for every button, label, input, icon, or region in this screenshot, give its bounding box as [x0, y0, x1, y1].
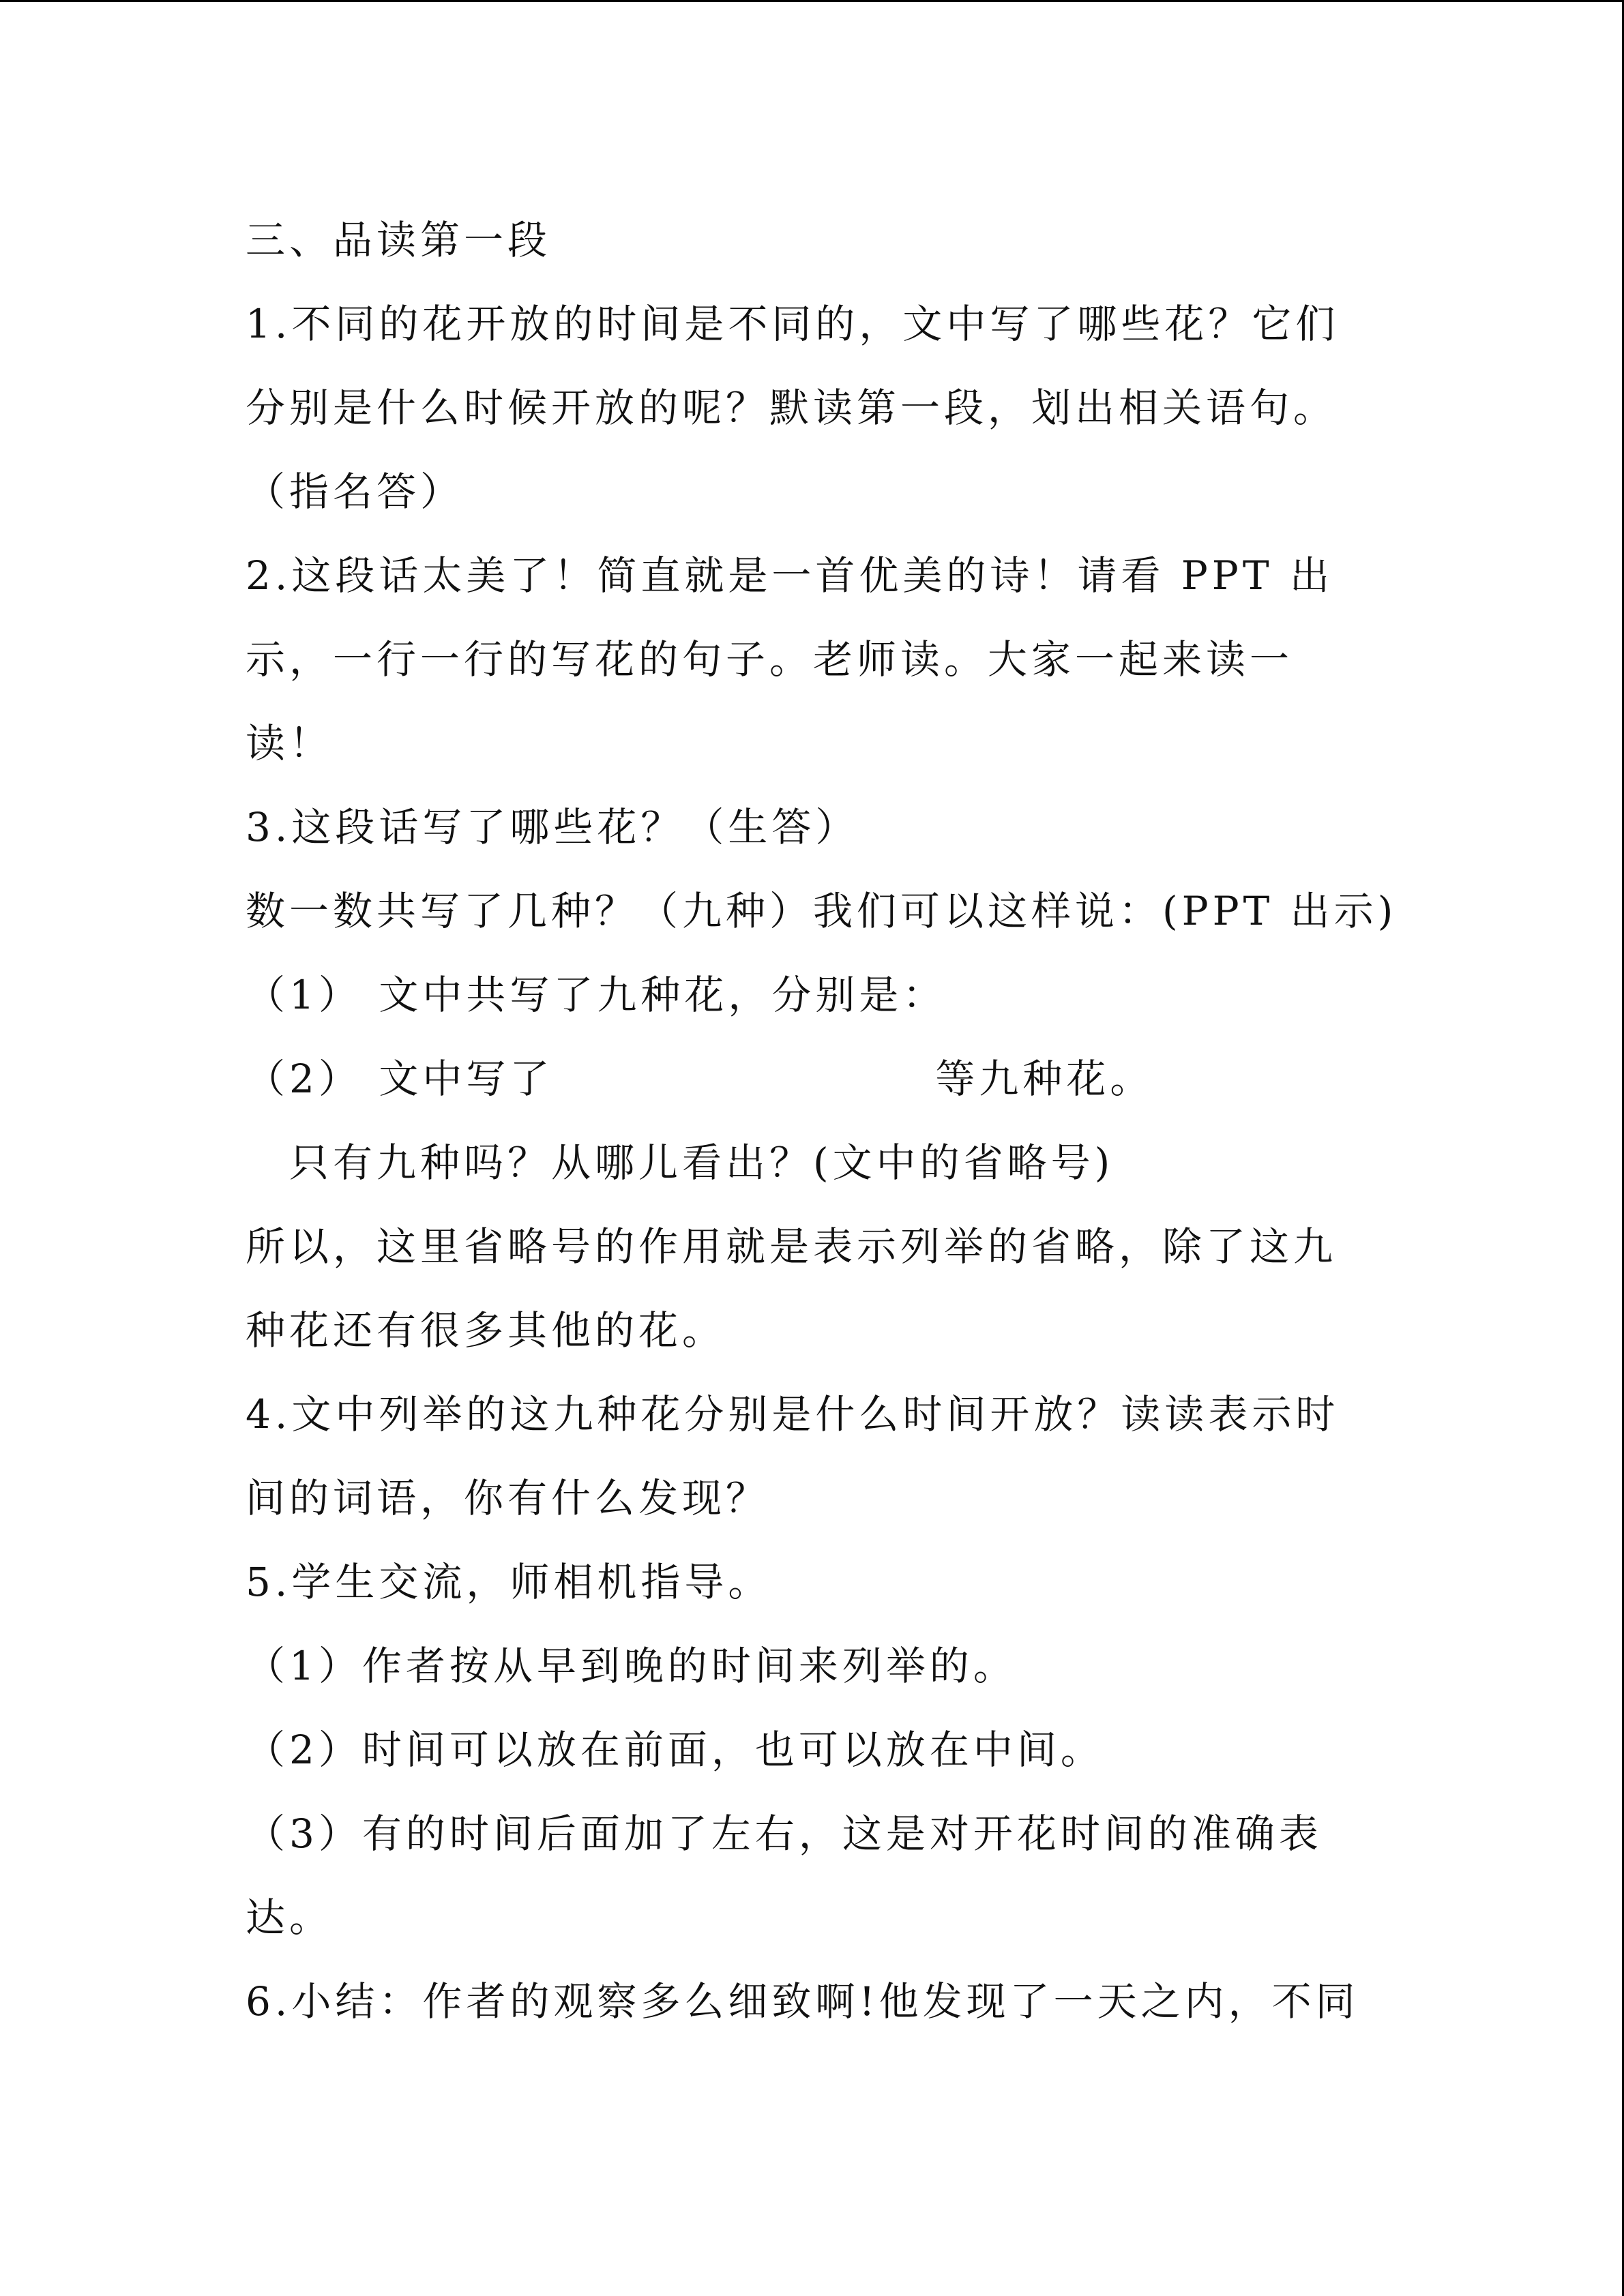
text-line: 4.文中列举的这九种花分别是什么时间开放？读读表示时: [246, 1391, 1340, 1437]
text-line: 5.学生交流，师相机指导。: [246, 1559, 772, 1605]
fill-in-prefix: （2） 文中写了: [246, 1056, 554, 1102]
text-line: （指名答）: [246, 468, 464, 515]
text-line: 间的词语，你有什么发现？: [246, 1475, 770, 1521]
text-line: 3.这段话写了哪些花？（生答）: [246, 804, 859, 850]
text-line: （3）有的时间后面加了左右，这是对开花时间的准确表: [246, 1810, 1323, 1857]
text-line: （2）时间可以放在前面，也可以放在中间。: [246, 1727, 1104, 1773]
text-line: 6.小结：作者的观察多么细致啊!他发现了一天之内，不同: [246, 1978, 1359, 2025]
text-line: 所以，这里省略号的作用就是表示列举的省略，除了这九: [246, 1223, 1338, 1270]
text-line: 达。: [246, 1894, 334, 1941]
text-line: 只有九种吗？从哪儿看出？(文中的省略号): [289, 1139, 1114, 1186]
text-line: 2.这段话太美了！简直就是一首优美的诗！请看 PPT 出: [246, 552, 1333, 599]
top-border-line: [0, 0, 1624, 2]
fill-in-line: [246, 1052, 1391, 1135]
text-line: 1.不同的花开放的时间是不同的，文中写了哪些花？它们: [246, 301, 1340, 347]
text-line: （1）作者按从早到晚的时间来列举的。: [246, 1643, 1017, 1689]
text-line: 示，一行一行的写花的句子。老师读。大家一起来读一: [246, 636, 1294, 683]
text-line: 分别是什么时候开放的呢？默读第一段，划出相关语句。: [246, 385, 1338, 431]
fill-in-suffix: 等九种花。: [935, 1056, 1154, 1102]
text-line: 读！: [246, 720, 334, 766]
document-body: [246, 213, 1398, 2058]
text-line: 种花还有很多其他的花。: [246, 1307, 726, 1354]
text-line: 数一数共写了几种？（九种）我们可以这样说：(PPT 出示): [246, 888, 1398, 934]
text-line: （1） 文中共写了九种花，分别是：: [246, 972, 947, 1018]
section-heading: 三、品读第一段: [246, 217, 552, 263]
